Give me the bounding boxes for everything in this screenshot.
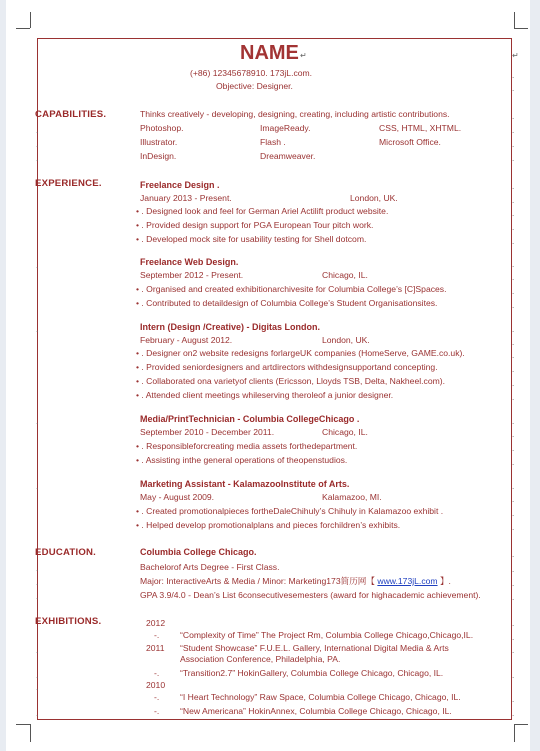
- list-item: -.: [154, 630, 160, 640]
- list-item: • . Collaborated ona varietyof clients (Ericsson, Lloyds TSB, Delta, Nakheel.com).: [136, 376, 446, 386]
- job-dates: January 2013 - Present.: [140, 193, 232, 203]
- website-link[interactable]: www.173jL.com: [377, 576, 438, 586]
- exhibition-entry: “Transition2.7” HokinGallery, Columbia College Chicago, Chicago, IL.: [180, 668, 444, 678]
- list-item: • . Organised and created exhibitionarchivesite for Columbia College’s [C]Spaces.: [136, 284, 447, 294]
- paragraph-mark: .: [512, 112, 515, 121]
- paragraph-mark: .: [512, 695, 515, 704]
- paragraph-mark: .: [36, 325, 39, 334]
- list-item: • . Assisting inthe general operations of theopenstudios.: [136, 455, 348, 465]
- exhibition-year: 2011: [146, 643, 165, 653]
- list-item: • . Designer on2 website redesigns forlargeUK companies (HomeServe, GAME.co.uk).: [136, 348, 465, 358]
- paragraph-mark: .: [36, 671, 39, 680]
- school-name: Columbia College Chicago.: [140, 547, 257, 557]
- crop-mark: [514, 724, 515, 742]
- paragraph-mark: ↵: [300, 51, 307, 60]
- paragraph-mark: .: [512, 273, 515, 282]
- paragraph-mark: .: [512, 154, 515, 163]
- list-item: -.: [154, 706, 160, 716]
- paragraph-mark: .: [512, 550, 515, 559]
- section-heading-capabilities: CAPABILITIES.: [35, 109, 107, 120]
- exhibition-entry-continued: Association Conference, Philadelphia, PA.: [180, 654, 341, 664]
- list-item: • . Created promotionalpieces fortheDaleChihuly’s Chihuly in Kalamazoo exhibit .: [136, 506, 444, 516]
- exhibition-entry: “I Heart Technology” Raw Space, Columbia College Chicago, Chicago, IL.: [180, 692, 461, 702]
- job-dates: May - August 2009.: [140, 492, 215, 502]
- skill-item: Illustrator.: [140, 137, 178, 147]
- degree-line: Bachelorof Arts Degree - First Class.: [140, 562, 280, 572]
- paragraph-mark: .: [512, 325, 515, 334]
- list-item: • . Developed mock site for usability testing for Shell dotcom.: [136, 234, 367, 244]
- job-title: Freelance Web Design.: [140, 257, 239, 267]
- paragraph-mark: .: [36, 709, 39, 718]
- paragraph-mark: .: [512, 287, 515, 296]
- paragraph-mark: ↵: [512, 51, 519, 60]
- skill-item: ImageReady.: [260, 123, 311, 133]
- crop-mark: [16, 724, 30, 725]
- paragraph-mark: .: [512, 237, 515, 246]
- skill-item: CSS, HTML, XHTML.: [379, 123, 462, 133]
- section-heading-exhibitions: EXHIBITIONS.: [35, 616, 102, 627]
- list-item: -.: [154, 692, 160, 702]
- job-dates: September 2012 - Present.: [140, 270, 244, 280]
- paragraph-mark: .: [512, 565, 515, 574]
- paragraph-mark: .: [512, 393, 515, 402]
- paragraph-mark: .: [512, 417, 515, 426]
- paragraph-mark: .: [36, 154, 39, 163]
- paragraph-mark: .: [512, 458, 515, 467]
- paragraph-mark: .: [36, 140, 39, 149]
- crop-mark: [514, 28, 528, 29]
- gpa-line: GPA 3.9/4.0 - Dean’s List 6consecutivesemesters (award for highacademic achievement).: [140, 590, 481, 600]
- skill-item: Microsoft Office.: [379, 137, 441, 147]
- paragraph-mark: .: [36, 482, 39, 491]
- exhibition-entry: “Complexity of Time” The Project Rm, Columbia College Chicago,Chicago,IL.: [180, 630, 474, 640]
- paragraph-mark: .: [36, 578, 39, 587]
- list-item: -.: [154, 668, 160, 678]
- resume-name: NAME: [240, 42, 299, 64]
- exhibition-entry: “New Americana” HokinAnnex, Columbia College Chicago, Chicago, IL.: [180, 706, 452, 716]
- paragraph-mark: .: [36, 564, 39, 573]
- list-item: • . Responsibleforcreating media assets forthedepartment.: [136, 441, 358, 451]
- exhibition-year: 2010: [146, 680, 166, 690]
- job-location: London, UK.: [322, 335, 370, 345]
- paragraph-mark: .: [512, 523, 515, 532]
- job-dates: September 2010 - December 2011.: [140, 427, 275, 437]
- paragraph-mark: .: [36, 683, 39, 692]
- list-item: • . Contributed to detaildesign of Columbia College’s Student Organisationsites.: [136, 298, 438, 308]
- paragraph-mark: .: [512, 182, 515, 191]
- list-item: • . Provided seniordesigners and artdirectors withdesignsupportand concepting.: [136, 362, 438, 372]
- paragraph-mark: .: [512, 223, 515, 232]
- paragraph-mark: .: [512, 260, 515, 269]
- crop-mark: [514, 724, 528, 725]
- job-title: Intern (Design /Creative) - Digitas London.: [140, 322, 321, 332]
- crop-mark: [16, 28, 30, 29]
- paragraph-mark: .: [512, 593, 515, 602]
- paragraph-mark: .: [512, 196, 515, 205]
- job-location: Chicago, IL.: [322, 270, 368, 280]
- skill-item: Dreamweaver.: [260, 151, 316, 161]
- paragraph-mark: .: [36, 592, 39, 601]
- paragraph-mark: .: [512, 430, 515, 439]
- paragraph-mark: .: [512, 482, 515, 491]
- paragraph-mark: .: [512, 633, 515, 642]
- job-location: Kalamazoo, MI.: [322, 492, 382, 502]
- paragraph-mark: .: [512, 619, 515, 628]
- paragraph-mark: .: [512, 140, 515, 149]
- list-item: • . Designed look and feel for German Ariel Actilift product website.: [136, 206, 389, 216]
- crop-mark: [30, 12, 31, 28]
- paragraph-mark: .: [512, 365, 515, 374]
- job-location: London, UK.: [350, 193, 398, 203]
- capabilities-summary: Thinks creatively - developing, designing, creating, including artistic contributions.: [140, 109, 450, 119]
- paragraph-mark: .: [512, 126, 515, 135]
- paragraph-mark: .: [512, 509, 515, 518]
- paragraph-mark: .: [512, 84, 515, 93]
- paragraph-mark: .: [36, 646, 39, 655]
- contact-line: (+86) 12345678910. 173jL.com.: [190, 68, 313, 78]
- paragraph-mark: .: [36, 261, 39, 270]
- paragraph-mark: .: [512, 301, 515, 310]
- document-page: [6, 0, 530, 751]
- section-heading-education: EDUCATION.: [35, 547, 96, 558]
- paragraph-mark: .: [512, 646, 515, 655]
- job-title: Marketing Assistant - KalamazooInstitute of Arts.: [140, 479, 350, 489]
- list-item: • . Helped develop promotionalplans and pieces forchildren’s exhibits.: [136, 520, 401, 530]
- crop-mark: [30, 724, 31, 742]
- paragraph-mark: .: [512, 671, 515, 680]
- exhibition-year: 2012: [146, 618, 166, 628]
- job-title: Freelance Design .: [140, 180, 220, 190]
- skill-item: Flash .: [260, 137, 286, 147]
- paragraph-mark: .: [512, 709, 515, 718]
- crop-mark: [514, 12, 515, 28]
- paragraph-mark: .: [512, 379, 515, 388]
- paragraph-mark: .: [512, 495, 515, 504]
- skill-item: Photoshop.: [140, 123, 184, 133]
- paragraph-mark: .: [36, 126, 39, 135]
- job-location: Chicago, IL.: [322, 427, 368, 437]
- objective-line: Objective: Designer.: [216, 81, 293, 91]
- paragraph-mark: .: [512, 444, 515, 453]
- skill-item: InDesign.: [140, 151, 177, 161]
- paragraph-mark: .: [512, 579, 515, 588]
- exhibition-entry: “Student Showcase” F.U.E.L. Gallery, International Digital Media & Arts: [180, 643, 449, 653]
- paragraph-mark: .: [512, 351, 515, 360]
- job-dates: February - August 2012.: [140, 335, 233, 345]
- list-item: • . Attended client meetings whileserving theroleof a junior designer.: [136, 390, 394, 400]
- paragraph-mark: .: [36, 417, 39, 426]
- job-title: Media/PrintTechnician - Columbia CollegeChicago .: [140, 414, 360, 424]
- section-heading-experience: EXPERIENCE.: [35, 178, 102, 189]
- list-item: • . Provided design support for PGA European Tour pitch work.: [136, 220, 374, 230]
- major-line: Major: InteractiveArts & Media / Minor: Marketing173简历网【 www.173jL.com 】.: [140, 576, 451, 586]
- paragraph-mark: .: [512, 209, 515, 218]
- paragraph-mark: .: [512, 338, 515, 347]
- paragraph-mark: .: [512, 71, 515, 80]
